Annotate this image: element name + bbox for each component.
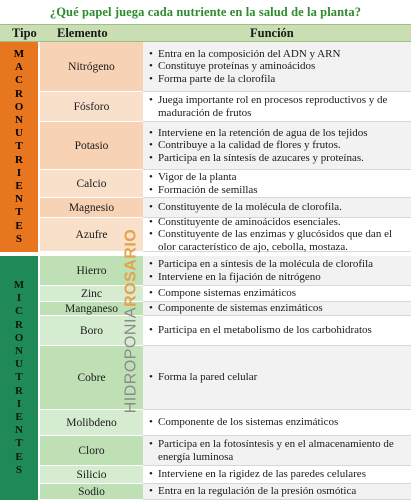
table-row — [40, 256, 411, 286]
table-row — [40, 302, 411, 316]
vertical-letter: T — [15, 371, 23, 384]
vertical-letter: N — [15, 193, 23, 206]
element-name: Calcio — [40, 170, 143, 198]
function-cell — [143, 410, 411, 436]
table-row — [40, 122, 411, 170]
function-list — [149, 201, 407, 213]
element-name: Magnesio — [40, 198, 143, 218]
vertical-letter: S — [15, 232, 23, 245]
table-row — [40, 92, 411, 122]
function-cell — [143, 286, 411, 302]
vertical-letter: M — [13, 279, 25, 292]
function-item: • Participa en la síntesis de azucares y proteínas. — [149, 152, 407, 164]
header-elemento: Elemento — [57, 26, 108, 40]
table-row — [40, 198, 411, 218]
vertical-letter: E — [15, 450, 23, 463]
header-tipo: Tipo — [12, 26, 37, 40]
vertical-letter: O — [14, 331, 24, 344]
vertical-letter: I — [16, 166, 22, 179]
element-name: Molibdeno — [40, 410, 143, 436]
function-item: • Entra en la composición del ADN y ARN — [149, 48, 407, 60]
vertical-letter: N — [15, 114, 23, 127]
function-item: • Entra en la regulación de la presión osmótica — [149, 485, 407, 497]
function-list — [149, 94, 407, 119]
element-name: Manganeso — [40, 302, 143, 316]
function-item: • Participa en a síntesis de la molécula de clorofila — [149, 258, 407, 270]
vertical-letter: I — [16, 292, 22, 305]
function-item: • Juega importante rol en procesos reproductivos y de maduración de frutos — [149, 94, 407, 119]
vertical-letter: T — [15, 437, 23, 450]
watermark-part2: ROSARIO — [122, 228, 140, 307]
function-cell — [143, 42, 411, 92]
vertical-letter: U — [15, 127, 23, 140]
function-item: • Participa en la fotosíntesis y en el almacenamiento de energía luminosa — [149, 438, 407, 463]
function-item: • Interviene en la rigidez de las paredes celulares — [149, 468, 407, 480]
function-cell — [143, 346, 411, 410]
element-name: Azufre — [40, 218, 143, 252]
vertical-letter: E — [15, 410, 23, 423]
function-item: • Componente de sistemas enzimáticos — [149, 302, 407, 314]
vertical-letter: C — [15, 305, 23, 318]
vertical-letter: T — [15, 140, 23, 153]
vertical-letter: N — [15, 345, 23, 358]
function-list — [149, 468, 407, 480]
vertical-letter: T — [15, 206, 23, 219]
function-cell — [143, 218, 411, 252]
function-item: • Componente de los sistemas enzimáticos — [149, 416, 407, 428]
function-cell — [143, 466, 411, 484]
function-item: • Constituyente de la molécula de clorofila. — [149, 201, 407, 213]
function-cell — [143, 122, 411, 170]
function-item: • Vigor de la planta — [149, 171, 407, 183]
vertical-letter: R — [15, 384, 23, 397]
function-list — [149, 48, 407, 85]
macronutrientes-label — [0, 42, 38, 252]
table-row — [40, 170, 411, 198]
element-name: Hierro — [40, 256, 143, 286]
table-row — [40, 316, 411, 346]
table-row — [40, 436, 411, 466]
element-name: Sodio — [40, 484, 143, 500]
vertical-letter: C — [15, 74, 23, 87]
table-row — [40, 410, 411, 436]
function-cell — [143, 316, 411, 346]
vertical-letter: A — [15, 61, 23, 74]
table-row — [40, 346, 411, 410]
table-row — [40, 466, 411, 484]
function-list — [149, 287, 407, 299]
function-list — [149, 416, 407, 428]
element-name: Zinc — [40, 286, 143, 302]
vertical-letter: R — [15, 153, 23, 166]
vertical-letter: E — [15, 179, 23, 192]
function-cell — [143, 302, 411, 316]
function-cell — [143, 170, 411, 198]
function-list — [149, 371, 407, 383]
function-cell — [143, 256, 411, 286]
function-item: • Constituye proteínas y aminoácidos — [149, 60, 407, 72]
function-list — [149, 324, 407, 336]
function-item: • Compone sistemas enzimáticos — [149, 287, 407, 299]
function-item: • Participa en el metabolismo de los carbohidratos — [149, 324, 407, 336]
function-item: • Constituyente de las enzimas y glucósidos que dan el olor característico de ajo, cebolla, mostaza. — [149, 228, 407, 253]
function-cell — [143, 198, 411, 218]
function-list — [149, 216, 407, 253]
function-item: • Interviene en la retención de agua de los tejidos — [149, 127, 407, 139]
table-row — [40, 484, 411, 500]
function-list — [149, 438, 407, 463]
function-item: • Forma la pared celular — [149, 371, 407, 383]
function-list — [149, 127, 407, 164]
vertical-letter: S — [15, 463, 23, 476]
vertical-letter: U — [15, 358, 23, 371]
element-name: Nitrógeno — [40, 42, 143, 92]
table-row — [40, 218, 411, 252]
function-list — [149, 258, 407, 283]
header-funcion: Función — [250, 26, 294, 40]
function-item: • Formación de semillas — [149, 184, 407, 196]
function-list — [149, 485, 407, 497]
element-name: Cobre — [40, 346, 143, 410]
function-item: • Constituyente de aminoácidos esenciales. — [149, 216, 407, 228]
vertical-letter: N — [15, 424, 23, 437]
element-name: Potasio — [40, 122, 143, 170]
element-name: Boro — [40, 316, 143, 346]
function-item: • Forma parte de la clorofila — [149, 73, 407, 85]
element-name: Silicio — [40, 466, 143, 484]
element-name: Cloro — [40, 436, 143, 466]
function-list — [149, 302, 407, 314]
watermark-part1: HIDROPONIA — [122, 306, 140, 414]
function-list — [149, 171, 407, 196]
function-cell — [143, 484, 411, 500]
table-row — [40, 42, 411, 92]
function-item: • Interviene en la fijación de nitrógeno — [149, 271, 407, 283]
vertical-letter: M — [13, 48, 25, 61]
vertical-letter: R — [15, 87, 23, 100]
vertical-letter: O — [14, 100, 24, 113]
vertical-letter: E — [15, 219, 23, 232]
vertical-letter: I — [16, 397, 22, 410]
element-name: Fósforo — [40, 92, 143, 122]
function-cell — [143, 92, 411, 122]
hidroponia-rosario-watermark — [117, 226, 145, 416]
table-header — [0, 24, 411, 42]
page-title: ¿Qué papel juega cada nutriente en la salud de la planta? — [49, 5, 362, 19]
vertical-letter: R — [15, 318, 23, 331]
micronutrientes-label — [0, 256, 38, 500]
function-item: • Contribuye a la calidad de flores y frutos. — [149, 139, 407, 151]
function-cell — [143, 436, 411, 466]
table-row — [40, 286, 411, 302]
